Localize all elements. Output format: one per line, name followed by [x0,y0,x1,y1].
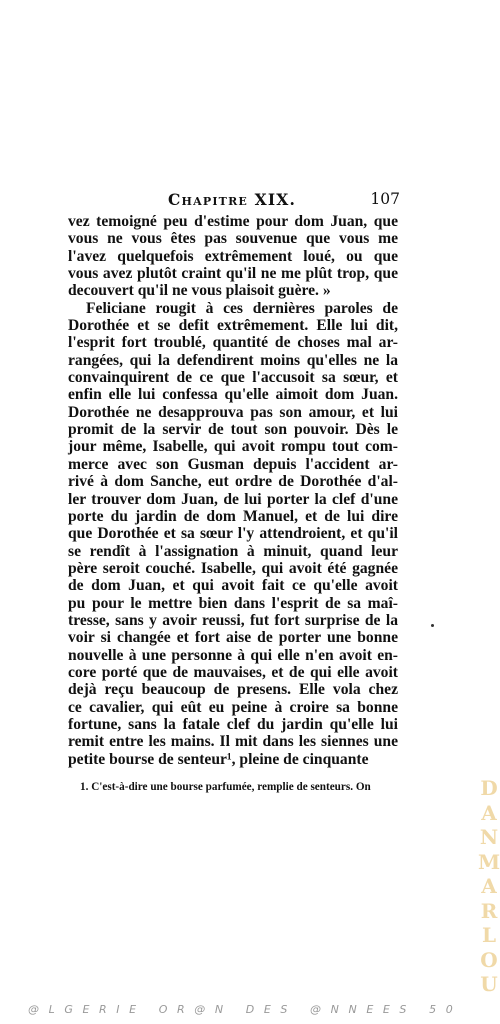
watermark-letter: U [480,972,498,996]
text-line: petite bourse de senteur¹, pleine de cinquante [68,750,369,768]
text-line: l'avez quelquefois extrêmement loué, ou que [68,247,398,265]
watermark-footer: @LGERIE OR@N DES @NNEES 50 [28,1003,463,1016]
text-line: nouvelle à une personne à qui elle n'en avoit en- [68,646,398,664]
text-line: enfin elle lui confessa qu'elle aimoit dom Juan. [68,386,398,404]
text-line: pu pour le mettre bien dans l'esprit de sa maî- [68,594,398,612]
text-line: remit entre les mains. Il mit dans les siennes une [68,733,398,751]
text-line: tresse, sans y avoir reussi, fut fort surprise de la [68,611,398,629]
text-line: porte du jardin de dom Manuel, et de lui dire [68,507,398,525]
watermark-letter: O [480,947,498,972]
watermark-letter: D [480,776,498,800]
text-line: se rendît à l'assignation à minuit, quand leur [68,542,398,560]
text-line: dejà reçu beaucoup de presens. Elle vola chez [68,681,398,699]
text-line: decouvert qu'il ne vous plaisoit guère. » [68,282,331,300]
text-line: rivé à dom Sanche, eut ordre de Dorothée d'al- [68,473,398,491]
text-line: que Dorothée et sa sœur l'y attendroient, et qu'il [68,525,398,543]
text-line: vous ne vous êtes pas souvenue que vous me [68,230,398,248]
text-line: merce avec son Gusman depuis l'accident ar- [68,455,398,473]
text-line: vous avez plutôt craint qu'il ne me plût trop, que [68,265,398,283]
running-head [68,190,400,212]
body-text [68,213,398,768]
text-line: promit de la servir de tout son pouvoir. Dès le [68,421,398,439]
text-line: rangées, qui la defendirent moins qu'elles ne la [68,351,398,369]
text-line: Dorothée et se defit extrêmement. Elle lui dit, [68,317,398,335]
watermark-vertical [478,776,500,997]
ink-speck [431,624,434,627]
text-line: core porté que de mauvaises, et de qui elle avoit [68,663,398,681]
watermark-letter: A [481,874,497,898]
text-line: vez temoigné peu d'estime pour dom Juan, que [68,213,398,230]
watermark-letter: N [479,825,499,849]
text-line: l'esprit fort troublé, quantité de choses mal ar- [68,334,398,352]
watermark-letter: M [477,849,500,874]
chapter-title: Chapitre XIX. [168,190,297,209]
text-line: ce cavalier, qui eût eu peine à croire sa bonne [68,698,398,716]
text-line: Feliciane rougit à ces dernières paroles de [86,299,398,317]
text-line: père seroit couché. Isabelle, qui avoit été gagnée [68,559,398,577]
text-line: fortune, sans la fatale clef du jardin qu'elle lui [68,715,398,733]
text-line: Dorothée ne desapprouva pas son amour, et lui [68,403,398,421]
text-line: de dom Juan, et qui avoit fait ce qu'elle avoit [68,577,398,595]
text-line: ler trouver dom Juan, de lui porter la clef d'une [68,490,398,508]
text-line: convainquirent de ce que l'accusoit sa sœur, et [68,369,398,387]
watermark-letter: L [481,923,497,947]
page-number: 107 [370,190,400,208]
watermark-letter: A [481,800,497,825]
text-line: jour même, Isabelle, qui avoit rompu tout com- [68,438,398,456]
text-line: voir si changée et fort aise de porter une bonne [68,629,398,647]
footnote: 1. C'est-à-dire une bourse parfumée, remplie de senteurs. On [80,781,371,793]
watermark-letter: R [480,898,498,923]
